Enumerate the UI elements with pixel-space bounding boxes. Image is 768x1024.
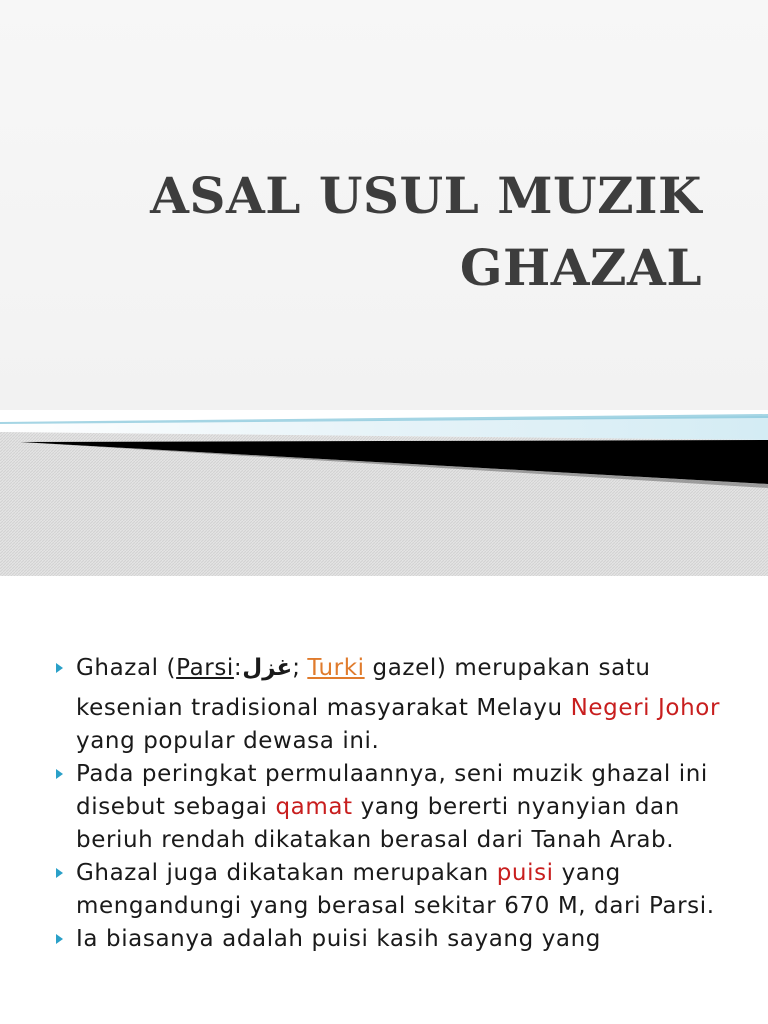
bullet-marker-icon	[56, 934, 63, 944]
bullet-1	[56, 652, 746, 758]
bullet-3-text-a: Ghazal juga dikatakan merupakan	[76, 860, 497, 886]
bullet-3	[56, 857, 746, 923]
decorative-band-graphic	[0, 410, 768, 576]
highlight-qamat: qamat	[275, 794, 353, 820]
bullet-marker-icon	[56, 868, 63, 878]
bullet-list	[56, 652, 746, 956]
bullet-1-text-e: kesenian tradisional masyarakat Melayu	[76, 695, 571, 721]
title-line-2: GHAZAL	[459, 238, 702, 297]
link-parsi[interactable]: Parsi	[176, 655, 234, 681]
bullet-2-text-b: yang bererti nyanyian dan beriuh rendah dikatakan berasal dari Tanah Arab.	[76, 794, 680, 853]
slide-title	[62, 160, 702, 304]
bullet-1-text-a: Ghazal (	[76, 655, 177, 681]
bullet-1-text-b: :	[233, 655, 243, 681]
bullet-2-text-a: Pada peringkat permulaannya, seni muzik ghazal ini disebut sebagai	[76, 761, 708, 820]
bullet-4	[56, 923, 746, 956]
link-turki[interactable]: Turki	[307, 655, 365, 681]
bullet-marker-icon	[56, 769, 63, 779]
highlight-negeri-johor: Negeri Johor	[570, 695, 721, 721]
bullet-1-continuation	[76, 692, 746, 758]
title-line-1: ASAL USUL MUZIK	[150, 166, 702, 225]
bullet-1-text-d: gazel) merupakan satu	[364, 655, 651, 681]
bullet-2	[56, 758, 746, 857]
highlight-puisi: puisi	[496, 860, 554, 886]
bullet-3-text-b: yang mengandungi yang berasal sekitar 670 M, dari Parsi.	[76, 860, 715, 919]
arabic-word: غزل	[242, 655, 293, 681]
decorative-band	[0, 410, 768, 576]
bullet-1-text-f: yang popular dewasa ini.	[76, 728, 380, 754]
bullet-marker-icon	[56, 663, 63, 673]
bullet-1-text-c: ;	[292, 655, 308, 681]
bullet-4-text-a: Ia biasanya adalah puisi kasih sayang yang	[76, 926, 601, 952]
